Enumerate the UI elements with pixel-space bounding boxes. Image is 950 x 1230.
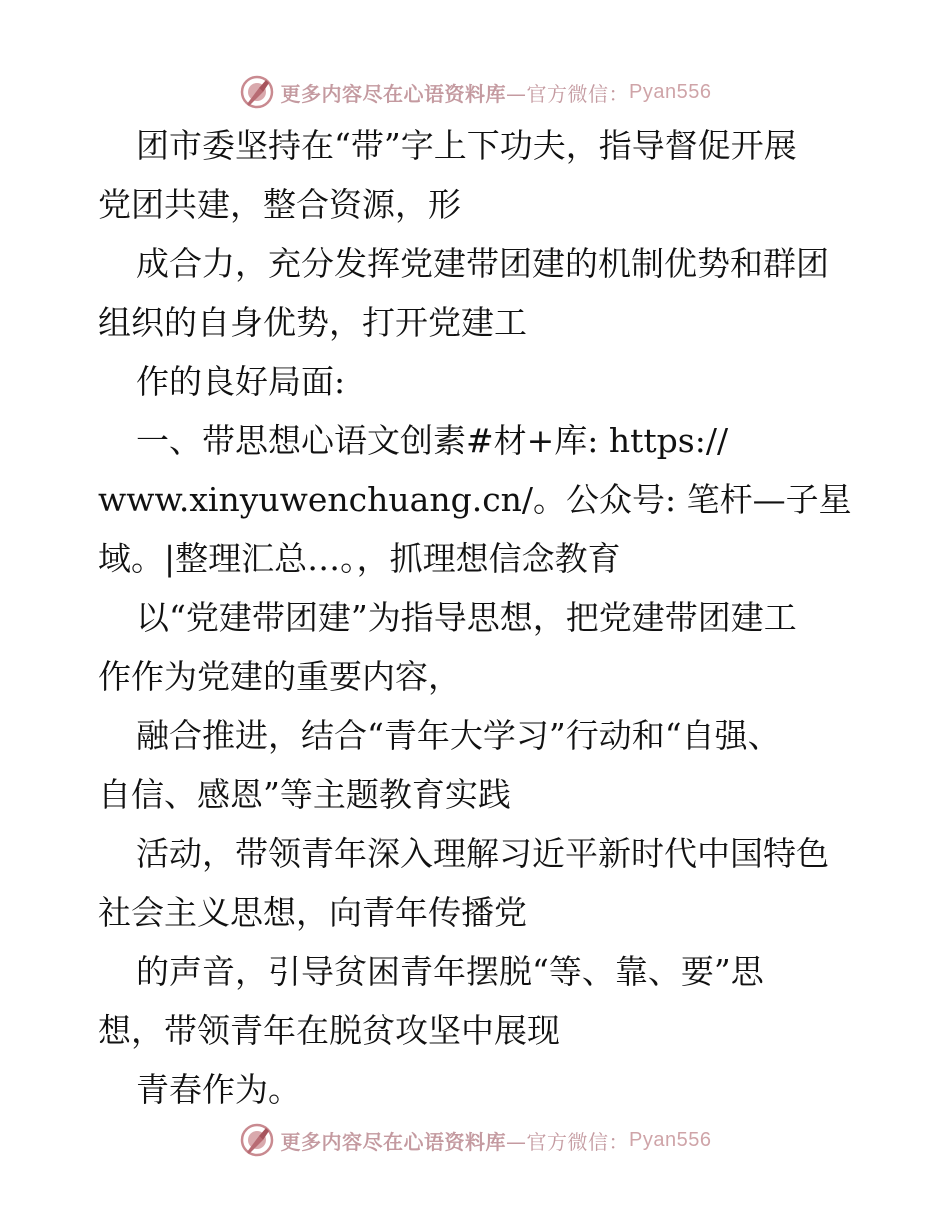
watermark-footer: [0, 1120, 950, 1160]
body-line: 自信、感恩”等主题教育实践: [98, 775, 511, 814]
pen-nib-logo-icon: [239, 74, 275, 110]
body-line: www.xinyuwenchuang.cn/。公众号: 笔杆—子星: [98, 480, 852, 519]
watermark-text-main: 更多内容尽在心语资料库: [280, 1129, 507, 1154]
pen-nib-logo-icon: [239, 1122, 275, 1158]
watermark-text-sep: —官方微信：: [506, 1129, 630, 1154]
body-line: 社会主义思想，向青年传播党: [98, 893, 527, 932]
body-line: 以“党建带团建”为指导思想，把党建带团建工: [136, 598, 797, 637]
watermark-text-id: Pyan556: [629, 80, 712, 103]
body-line: 党团共建，整合资源，形: [98, 185, 461, 224]
document-body: [98, 116, 858, 1119]
body-line: 作的良好局面:: [136, 362, 346, 401]
body-line: 作作为党建的重要内容，: [98, 657, 461, 696]
body-line: 一、带思想心语文创素#材+库: https://: [136, 421, 729, 460]
watermark-text-id: Pyan556: [629, 1128, 712, 1151]
body-line: 想，带领青年在脱贫攻坚中展现: [98, 1011, 560, 1050]
body-line: 域。|整理汇总…。，抓理想信念教育: [98, 539, 621, 578]
body-line: 成合力，充分发挥党建带团建的机制优势和群团: [136, 244, 829, 283]
body-line: 融合推进，结合“青年大学习”行动和“自强、: [136, 716, 781, 755]
body-line: 青春作为。: [136, 1070, 301, 1109]
body-line: 活动，带领青年深入理解习近平新时代中国特色: [136, 834, 829, 873]
body-line: 团市委坚持在“带”字上下功夫，指导督促开展: [136, 126, 797, 165]
watermark-header: [0, 72, 950, 112]
body-line: 的声音，引导贫困青年摆脱“等、靠、要”思: [136, 952, 764, 991]
body-line: 组织的自身优势，打开党建工: [98, 303, 527, 342]
watermark-text-main: 更多内容尽在心语资料库: [280, 81, 507, 106]
watermark-text-sep: —官方微信：: [506, 81, 630, 106]
